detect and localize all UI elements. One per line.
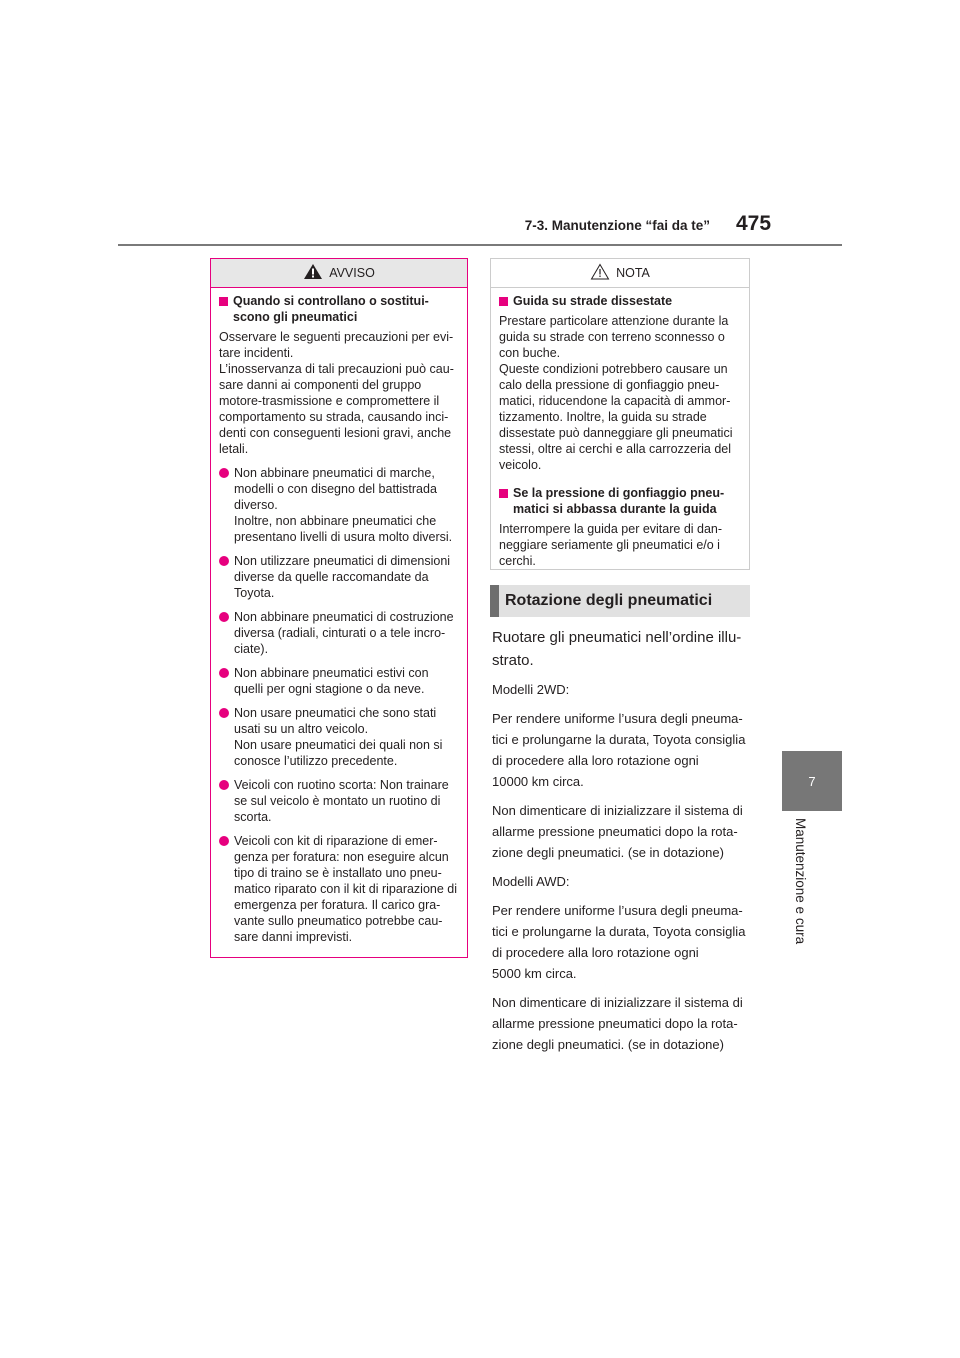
square-bullet-icon [499, 489, 508, 498]
warning-bullet-text: Non usare pneumatici che sono stati usati su un altro veicolo. Non usare pneumatici dei quali non si conosce l’utilizzo precedente. [234, 706, 443, 768]
chapter-label: Manutenzione e cura [793, 818, 808, 945]
note-section-title-text: Guida su strade dissestate [513, 294, 673, 308]
note-section-title [499, 293, 741, 309]
rotation-lead: Ruotare gli pneumatici nell’ordine illu- strato. [492, 629, 742, 669]
warning-bullet-text: Non abbinare pneumatici di marche, modelli o con disegno del battistrada diverso. Inoltre, non abbinare pneumatici che presentano livelli di usura molto diversi. [234, 466, 453, 544]
page-number: 475 [736, 212, 772, 235]
rotation-heading: Rotazione degli pneumatici [490, 585, 750, 617]
warning-triangle-icon [303, 263, 323, 283]
warning-box [210, 258, 468, 958]
warning-bullet-item [219, 665, 459, 697]
warning-box-header [211, 259, 467, 288]
rotation-paragraph: Modelli 2WD: [492, 682, 570, 697]
warning-box-body [211, 288, 467, 945]
rotation-paragraph: Non dimenticare di inizializzare il sistema di allarme pressione pneumatici dopo la rota- zione degli pneumatici. (se in dotazione) [492, 803, 743, 860]
round-bullet-icon [219, 836, 229, 846]
warning-section-title [219, 293, 459, 325]
warning-box-title: AVVISO [329, 266, 375, 280]
warning-section-title-text: Quando si controllano o sostitui- scono gli pneumatici [233, 294, 429, 324]
rotation-paragraph: Per rendere uniforme l’usura degli pneuma- tici e prolungarne la durata, Toyota consiglia di procedere alla loro rotazione ogni 10000 km circa. [492, 711, 746, 789]
warning-bullet-item [219, 833, 459, 945]
warning-bullet-item [219, 553, 459, 601]
round-bullet-icon [219, 468, 229, 478]
note-box-title: NOTA [616, 266, 650, 280]
warning-bullet-text: Veicoli con ruotino scorta: Non trainare se sul veicolo è montato un ruotino di scorta. [234, 778, 449, 824]
rotation-paragraph: Non dimenticare di inizializzare il sistema di allarme pressione pneumatici dopo la rota- zione degli pneumatici. (se in dotazione) [492, 995, 743, 1052]
note-box-header [491, 259, 749, 288]
note-box [490, 258, 750, 570]
warning-bullet-text: Non abbinare pneumatici di costruzione diversa (radiali, cinturati o a tele incro- ciate). [234, 610, 454, 656]
round-bullet-icon [219, 556, 229, 566]
warning-bullet-text: Non abbinare pneumatici estivi con quelli per ogni stagione o da neve. [234, 666, 429, 696]
warning-bullet-text: Veicoli con kit di riparazione di emer- genza per foratura: non eseguire alcun tipo di traino se è installato uno pneu- matico riparato con il kit di riparazione di emergenza per foratura. Il carico gra- vante sullo pneumatico potrebbe cau- sare danni imprevisti. [234, 834, 458, 944]
chapter-number: 7 [808, 773, 816, 789]
warning-bullet-item [219, 777, 459, 825]
rotation-content [492, 626, 750, 1063]
round-bullet-icon [219, 612, 229, 622]
warning-bullet-text: Non utilizzare pneumatici di dimensioni diverse da quelle raccomandate da Toyota. [234, 554, 451, 600]
round-bullet-icon [219, 668, 229, 678]
note-section-title [499, 485, 741, 517]
warning-bullet-item [219, 705, 459, 769]
chapter-tab [782, 751, 842, 811]
round-bullet-icon [219, 708, 229, 718]
header-rule [118, 244, 842, 246]
square-bullet-icon [219, 297, 228, 306]
caution-triangle-outline-icon [590, 263, 610, 283]
note-box-body [491, 288, 749, 569]
header-title: 7-3. Manutenzione “fai da te” [524, 218, 710, 233]
warning-bullet-item [219, 465, 459, 545]
round-bullet-icon [219, 780, 229, 790]
note-section-text: Interrompere la guida per evitare di dan- neggiare seriamente gli pneumatici e/o i cerchi. [499, 522, 723, 568]
rotation-paragraph: Modelli AWD: [492, 874, 570, 889]
warning-intro: Osservare le seguenti precauzioni per evi- tare incidenti. L’inosservanza di tali precauzioni può cau- sare danni ai componenti del gruppo motore-trasmissione e compromettere il comportamento su strada, causando inci- denti con conseguenti lesioni gravi, anche letali. [219, 330, 454, 456]
note-section-title-text: Se la pressione di gonfiaggio pneu- matici si abbassa durante la guida [513, 486, 725, 516]
rotation-paragraph: Per rendere uniforme l’usura degli pneuma- tici e prolungarne la durata, Toyota consiglia di procedere alla loro rotazione ogni 5000 km circa. [492, 903, 746, 981]
warning-bullet-item [219, 609, 459, 657]
note-section-text: Prestare particolare attenzione durante la guida su strade con terreno sconnesso o con buche. Queste condizioni potrebbero causare un calo della pressione di gonfiaggio pneu- matici, riducendone la capacità di ammor- tizzamento. Inoltre, la guida su strade dissestate può danneggiare gli pneumatici stessi, oltre ai cerchi e alla carrozzeria del veicolo. [499, 314, 733, 472]
square-bullet-icon [499, 297, 508, 306]
